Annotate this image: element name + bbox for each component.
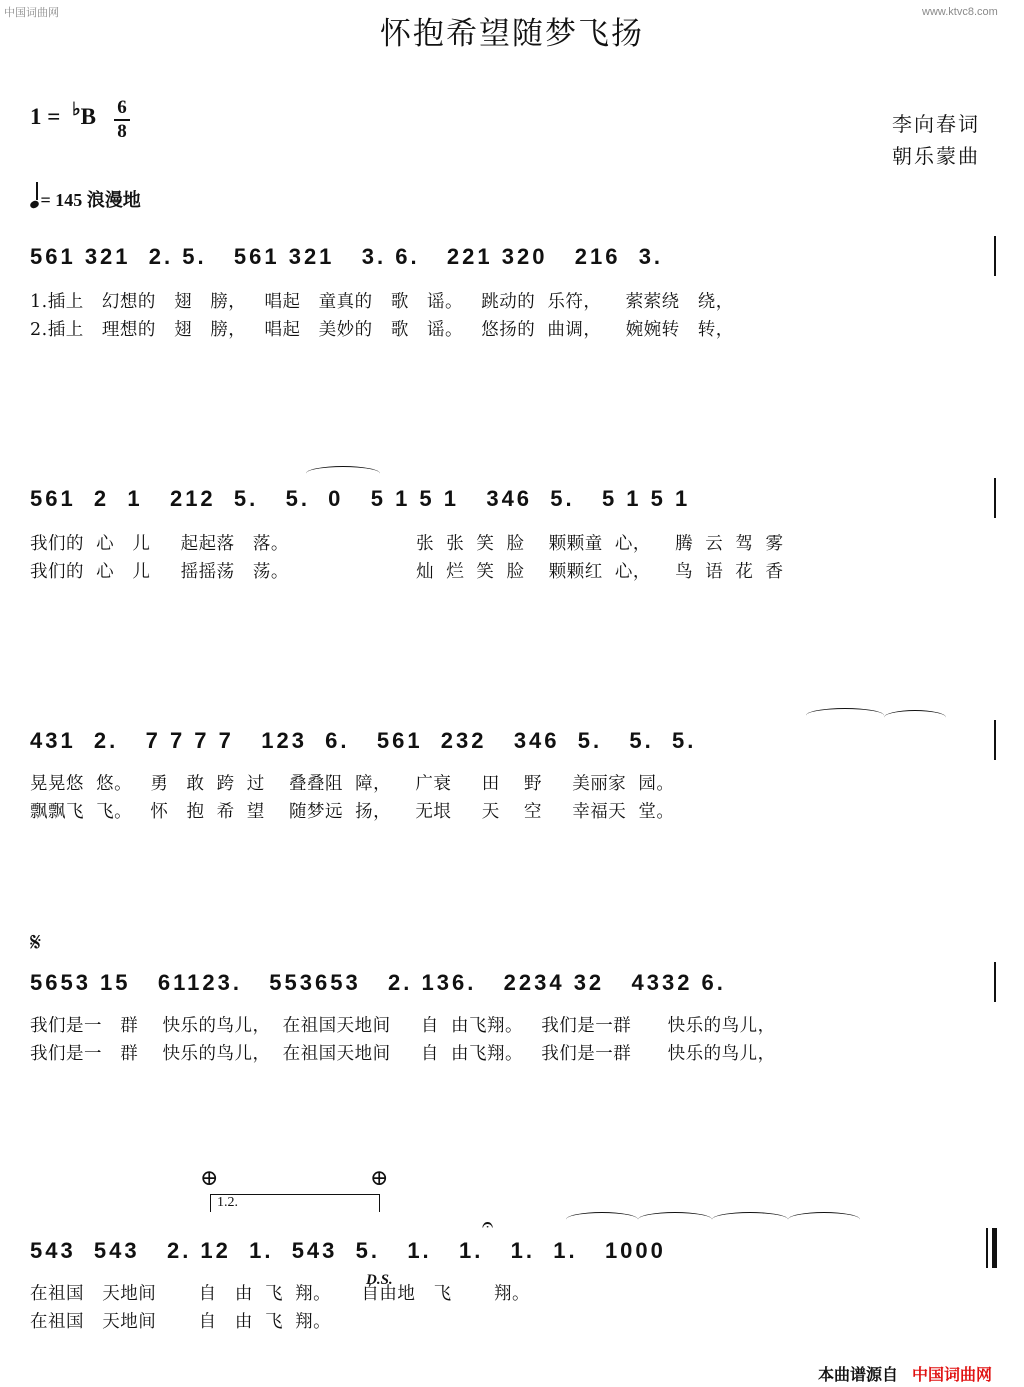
- quarter-note-icon: [29, 199, 40, 209]
- barline: [994, 236, 996, 276]
- key-label: 1 =: [30, 104, 67, 129]
- flat-icon: ♭: [72, 99, 81, 119]
- key-signature: [30, 99, 96, 130]
- barline: [994, 962, 996, 1002]
- tie-arc: [712, 1212, 788, 1227]
- notation-row-4: 5653 15 61123. 553653 2. 136. 2234 32 4332 6.: [30, 970, 726, 995]
- lyrics-row-4-verse-1: 我们是一 群 快乐的鸟儿， 在祖国天地间 自 由飞翔。 我们是一群 快乐的鸟儿，: [30, 1016, 776, 1036]
- watermark-right: www.ktvc8.com: [922, 6, 998, 18]
- notation-row-1: 561 321 2. 5. 561 321 3. 6. 221 320 216 3.: [30, 244, 664, 269]
- fermata-icon: 𝄐: [482, 1212, 494, 1236]
- lyrics-row-3-verse-1: 晃晃悠 悠。 勇 敢 跨 过 叠叠阻 障， 广衰 田 野 美丽家 园。: [30, 774, 675, 794]
- key-note: B: [80, 104, 96, 129]
- barline: [994, 720, 996, 760]
- tempo-text: = 145 浪漫地: [40, 190, 141, 210]
- song-title: 怀抱希望随梦飞扬: [380, 16, 644, 52]
- notation-row-2: 561 2 1 212 5. 5. 0 5 1 5 1 346 5. 5 1 5 1: [30, 486, 691, 511]
- barline: [994, 478, 996, 518]
- lyrics-row-5-verse-2: 在祖国 天地间 自 由 飞 翔。: [30, 1312, 332, 1332]
- final-barline-thin: [986, 1228, 988, 1268]
- tie-arc: [788, 1212, 860, 1227]
- tempo-marking: [30, 186, 141, 212]
- footer-brand-link[interactable]: 中国词曲网: [912, 1367, 993, 1384]
- watermark-left: 中国词曲网: [4, 7, 59, 19]
- tie-arc: [884, 710, 946, 725]
- tie-arc: [566, 1212, 638, 1227]
- segno-icon: 𝄋: [30, 928, 42, 958]
- volta-label: 1.2.: [217, 1195, 238, 1210]
- footer-source: [818, 1362, 992, 1385]
- lyrics-row-5-verse-1: 在祖国 天地间 自 由 飞 翔。 自由地 飞 翔。: [30, 1284, 531, 1304]
- volta-bracket: [210, 1194, 380, 1212]
- tie-arc: [306, 466, 380, 481]
- tie-arc: [806, 708, 884, 723]
- time-signature: [114, 98, 130, 142]
- quarter-note-stem: [36, 182, 38, 200]
- final-barline-thick: [992, 1228, 997, 1268]
- ds-marking: D.S.: [366, 1272, 393, 1288]
- composer-credit: 朝乐蒙曲: [892, 144, 980, 168]
- footer-source-text: 本曲谱源自: [818, 1367, 899, 1384]
- time-bottom: 8: [117, 121, 127, 142]
- lyrics-row-2-verse-2: 我们的 心 儿 摇摇荡 荡。 灿 烂 笑 脸 颗颗红 心， 鸟 语 花 香: [30, 562, 784, 582]
- tie-arc: [638, 1212, 712, 1227]
- coda-icon: ⊕: [370, 1166, 389, 1191]
- lyrics-row-1-verse-1: 1.插上 幻想的 翅 膀， 唱起 童真的 歌 谣。 跳动的 乐符， 萦萦绕 绕，: [30, 292, 734, 312]
- lyrics-row-2-verse-1: 我们的 心 儿 起起落 落。 张 张 笑 脸 颗颗童 心， 腾 云 驾 雾: [30, 534, 784, 554]
- lyrics-row-1-verse-2: 2.插上 理想的 翅 膀， 唱起 美妙的 歌 谣。 悠扬的 曲调， 婉婉转 转，: [30, 320, 734, 340]
- lyrics-row-3-verse-2: 飘飘飞 飞。 怀 抱 希 望 随梦远 扬， 无垠 天 空 幸福天 堂。: [30, 802, 675, 822]
- lyrics-row-4-verse-2: 我们是一 群 快乐的鸟儿， 在祖国天地间 自 由飞翔。 我们是一群 快乐的鸟儿，: [30, 1044, 776, 1064]
- notation-row-5: 543 543 2. 12 1. 543 5. 1. 1. 1. 1. 1000: [30, 1238, 666, 1263]
- notation-row-3: 431 2. 7 7 7 7 123 6. 561 232 346 5. 5. 5.: [30, 728, 697, 753]
- lyricist-credit: 李向春词: [892, 112, 980, 136]
- time-top: 6: [117, 97, 127, 118]
- coda-icon: ⊕: [200, 1166, 219, 1191]
